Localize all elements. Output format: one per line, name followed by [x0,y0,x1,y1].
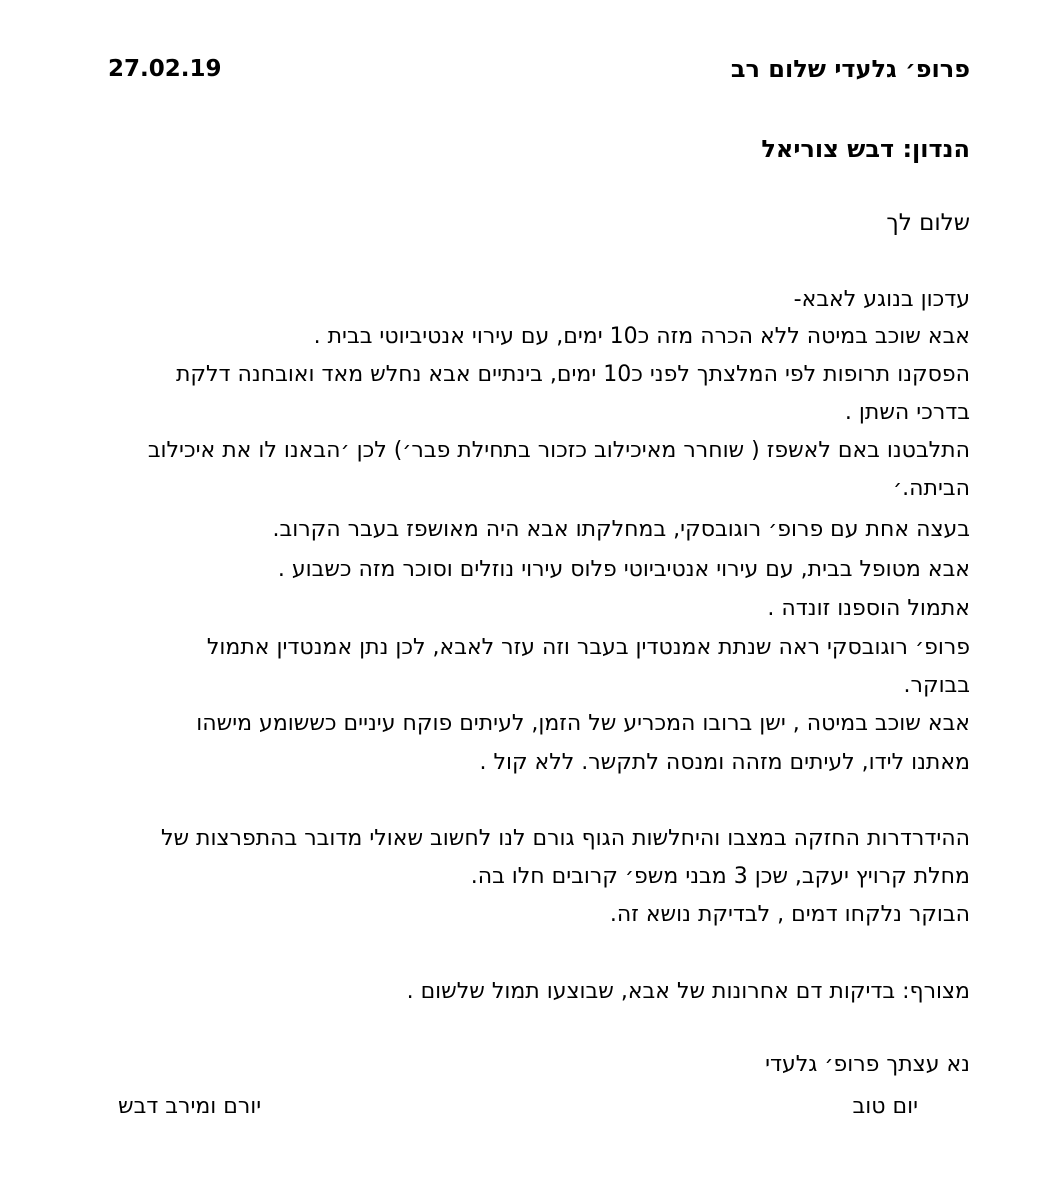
body-line: התלבטנו באם לאשפז ( שוחרר מאיכילוב כזכור בתחילת פבר׳) לכן ׳הבאנו לו את איכילוב [147,438,970,463]
body-line: הביתה.׳ [893,476,970,501]
body-line: מחלת קרויץ יעקב, שכן 3 מבני משפ׳ קרובים חלו בה. [470,864,970,889]
body-line: בעצה אחת עם פרופ׳ רוגובסקי, במחלקתו אבא היה מאושפז בעבר הקרוב. [272,517,970,542]
signature: יורם ומירב דבש [118,1094,262,1119]
body-line: מאתנו לידו, לעיתים מזהה ומנסה לתקשר. ללא קול . [479,750,970,775]
subject-line: הנדון: דבש צוריאל [761,135,970,163]
recipient-heading: פרופ׳ גלעדי שלום רב [730,55,970,83]
body-line: ההידרדרות החזקה במצבו והיחלשות הגוף גורם לנו לחשוב שאולי מדובר בהתפרצות של [160,826,970,851]
body-line: הפסקנו תרופות לפי המלצתך לפני כ10 ימים, בינתיים אבא נחלש מאד ואובחנה דלקת [175,362,970,387]
closing-request: נא עצתך פרופ׳ גלעדי [765,1052,970,1077]
body-line: בדרכי השתן . [844,400,970,425]
body-line: אבא מטופל בבית, עם עירוי אנטיביוטי פלוס עירוי נוזלים וסוכר מזה כשבוע . [277,557,970,582]
body-line: אתמול הוספנו זונדה . [767,596,970,621]
body-line: פרופ׳ רוגובסקי ראה שנתת אמנטדין בעבר וזה עזר לאבא, לכן נתן אמנטדין אתמול [206,635,970,660]
greeting: שלום לך [886,210,970,236]
body-line: אבא שוכב במיטה , ישן ברובו המכריע של הזמן, לעיתים פוקח עיניים כששומע מישהו [196,711,970,736]
body-line: הבוקר נלקחו דמים , לבדיקת נושא זה. [609,902,970,927]
body-line: אבא שוכב במיטה ללא הכרה מזה כ10 ימים, עם עירוי אנטיביוטי בבית . [313,324,970,349]
body-line: בבוקר. [903,673,970,698]
attachment-note: מצורף: בדיקות דם אחרונות של אבא, שבוצעו תמול שלשום . [406,979,970,1004]
body-line: עדכון בנוגע לאבא- [793,287,970,312]
letter-date: 27.02.19 [108,56,222,82]
closing-good-day: יום טוב [852,1094,918,1119]
